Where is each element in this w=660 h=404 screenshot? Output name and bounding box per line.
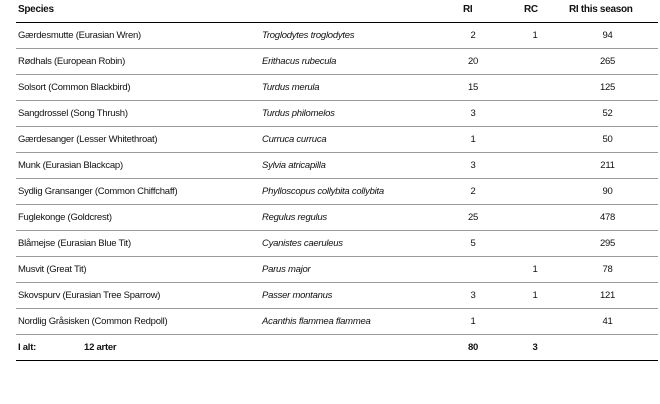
ri-value: 15 <box>445 75 501 101</box>
ri-value: 1 <box>445 127 501 153</box>
table-row <box>16 49 658 75</box>
rc-value: 1 <box>501 283 569 309</box>
ringing-table <box>16 0 658 361</box>
ri-season-value: 94 <box>569 23 658 49</box>
scientific-name: Acanthis flammea flammea <box>262 309 445 335</box>
ri-value: 3 <box>445 101 501 127</box>
table-row <box>16 179 658 205</box>
total-empty-season-cell <box>569 335 658 361</box>
table-row <box>16 309 658 335</box>
total-label: I alt: <box>18 342 37 353</box>
header-scientific <box>262 0 445 23</box>
table-row <box>16 23 658 49</box>
ri-season-value: 478 <box>569 205 658 231</box>
species-name: Nordlig Gråsisken (Common Redpoll) <box>16 309 262 335</box>
rc-value: 1 <box>501 257 569 283</box>
species-name: Fuglekonge (Goldcrest) <box>16 205 262 231</box>
species-name: Sangdrossel (Song Thrush) <box>16 101 262 127</box>
header-ri: RI <box>445 0 501 23</box>
table-row <box>16 257 658 283</box>
header-rc: RC <box>501 0 569 23</box>
species-name: Sydlig Gransanger (Common Chiffchaff) <box>16 179 262 205</box>
ri-season-value: 78 <box>569 257 658 283</box>
rc-value <box>501 309 569 335</box>
table-row <box>16 205 658 231</box>
species-name: Munk (Eurasian Blackcap) <box>16 153 262 179</box>
table-row <box>16 283 658 309</box>
total-species-count: 12 arter <box>84 342 117 353</box>
rc-value <box>501 231 569 257</box>
rc-value <box>501 153 569 179</box>
rc-value <box>501 75 569 101</box>
ri-season-value: 90 <box>569 179 658 205</box>
ri-season-value: 125 <box>569 75 658 101</box>
species-name: Skovspurv (Eurasian Tree Sparrow) <box>16 283 262 309</box>
table-row <box>16 101 658 127</box>
scientific-name: Turdus philomelos <box>262 101 445 127</box>
species-name: Blåmejse (Eurasian Blue Tit) <box>16 231 262 257</box>
ri-value <box>445 257 501 283</box>
scientific-name: Turdus merula <box>262 75 445 101</box>
scientific-name: Curruca curruca <box>262 127 445 153</box>
ri-value: 2 <box>445 23 501 49</box>
species-name: Gærdesmutte (Eurasian Wren) <box>16 23 262 49</box>
table-row <box>16 153 658 179</box>
table-row <box>16 75 658 101</box>
ri-value: 3 <box>445 283 501 309</box>
table-row <box>16 231 658 257</box>
total-label-cell <box>16 335 262 361</box>
scientific-name: Troglodytes troglodytes <box>262 23 445 49</box>
scientific-name: Regulus regulus <box>262 205 445 231</box>
ri-value: 2 <box>445 179 501 205</box>
scientific-name: Erithacus rubecula <box>262 49 445 75</box>
table-row <box>16 127 658 153</box>
rc-value: 1 <box>501 23 569 49</box>
ri-season-value: 41 <box>569 309 658 335</box>
ri-season-value: 265 <box>569 49 658 75</box>
ri-season-value: 121 <box>569 283 658 309</box>
ri-season-value: 211 <box>569 153 658 179</box>
total-rc: 3 <box>501 335 569 361</box>
species-name: Gærdesanger (Lesser Whitethroat) <box>16 127 262 153</box>
rc-value <box>501 179 569 205</box>
ri-value: 25 <box>445 205 501 231</box>
species-name: Solsort (Common Blackbird) <box>16 75 262 101</box>
species-name: Musvit (Great Tit) <box>16 257 262 283</box>
species-name: Rødhals (European Robin) <box>16 49 262 75</box>
scientific-name: Cyanistes caeruleus <box>262 231 445 257</box>
ringing-table-sheet <box>16 0 658 361</box>
scientific-name: Passer montanus <box>262 283 445 309</box>
rc-value <box>501 127 569 153</box>
ri-season-value: 50 <box>569 127 658 153</box>
ri-season-value: 295 <box>569 231 658 257</box>
total-row <box>16 335 658 361</box>
ri-season-value: 52 <box>569 101 658 127</box>
header-species: Species <box>16 0 262 23</box>
rc-value <box>501 49 569 75</box>
total-ri: 80 <box>445 335 501 361</box>
header-ri-season: RI this season <box>569 0 658 23</box>
ri-value: 5 <box>445 231 501 257</box>
ri-value: 20 <box>445 49 501 75</box>
scientific-name: Sylvia atricapilla <box>262 153 445 179</box>
table-header-row <box>16 0 658 23</box>
total-empty-cell <box>262 335 445 361</box>
ri-value: 3 <box>445 153 501 179</box>
rc-value <box>501 205 569 231</box>
scientific-name: Parus major <box>262 257 445 283</box>
rc-value <box>501 101 569 127</box>
ri-value: 1 <box>445 309 501 335</box>
scientific-name: Phylloscopus collybita collybita <box>262 179 445 205</box>
